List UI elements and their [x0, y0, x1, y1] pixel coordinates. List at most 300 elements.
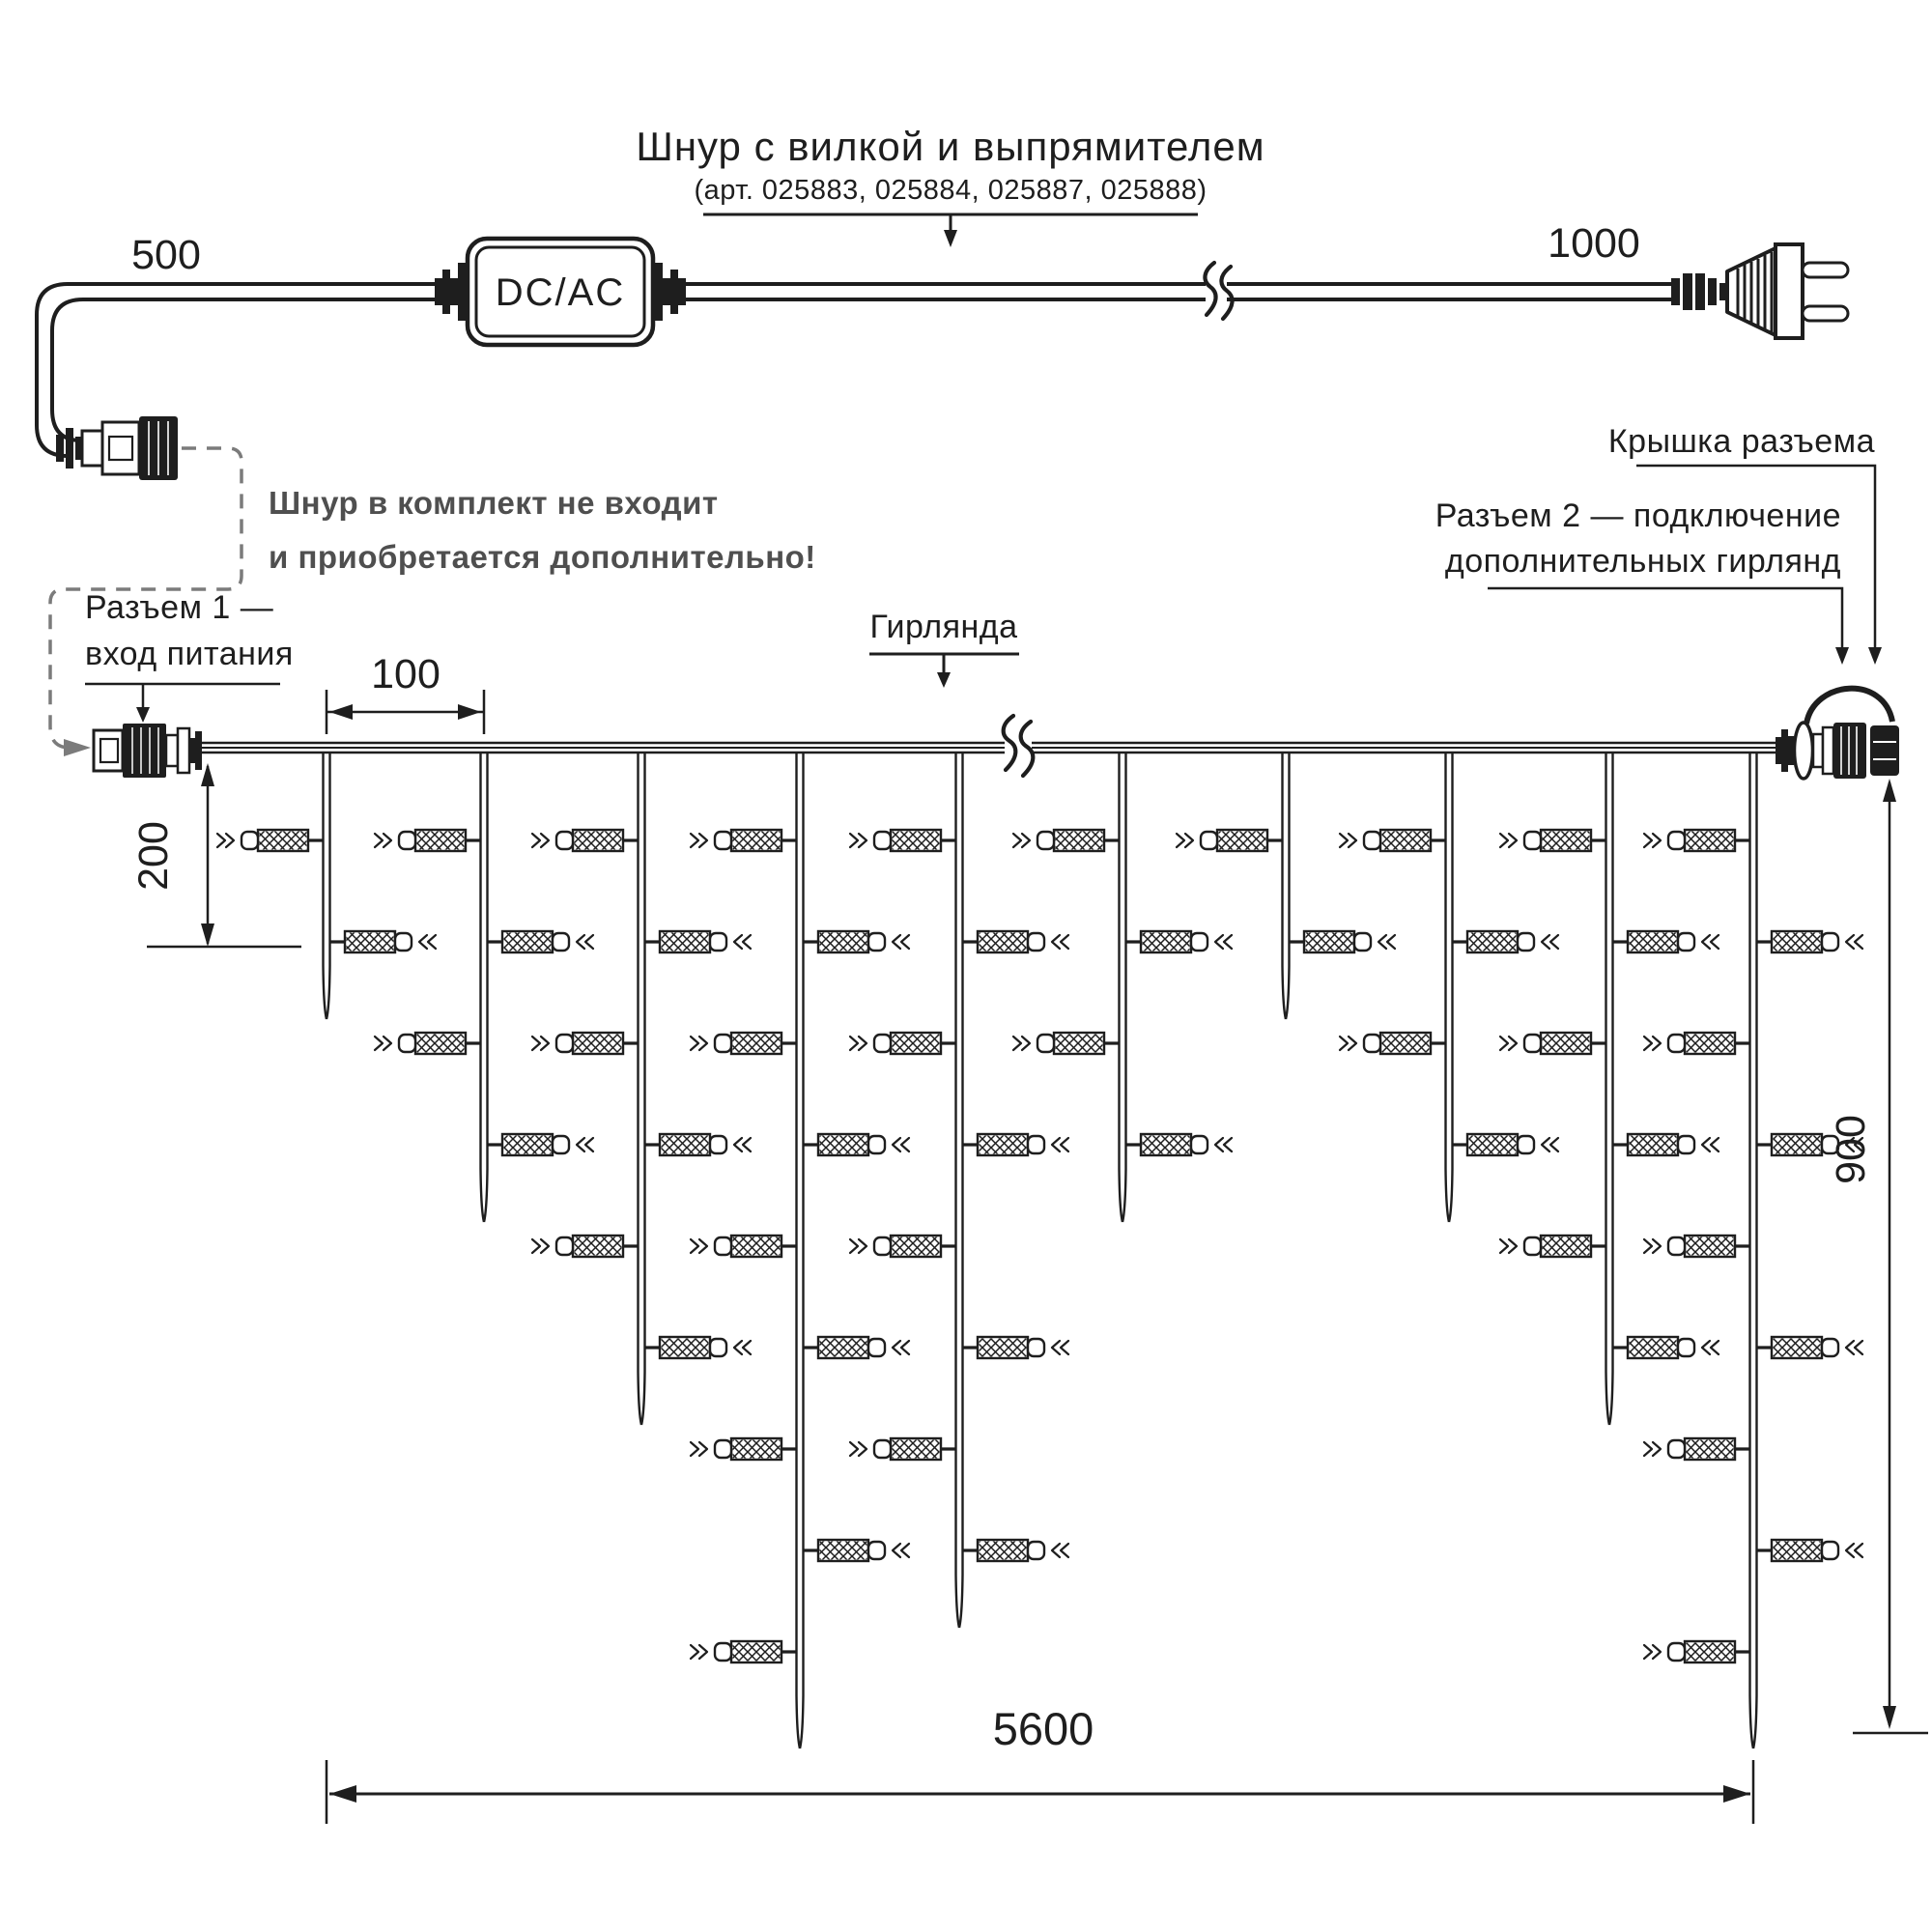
light-chevron-icon: [541, 1037, 549, 1050]
light-chevron-icon: [1702, 935, 1710, 949]
bulb-hatch: [1382, 1035, 1430, 1053]
bulb-cap: [1364, 832, 1380, 849]
bulb-hatch: [1382, 832, 1430, 850]
page-subtitle: (арт. 025883, 025884, 025887, 025888): [694, 175, 1208, 206]
light-chevron-icon: [1013, 834, 1021, 847]
light-chevron-icon: [1500, 1037, 1508, 1050]
bulb-cap: [710, 1339, 726, 1356]
light-chevron-icon: [1653, 834, 1661, 847]
led-bulb: [1756, 1337, 1863, 1358]
bulb-hatch: [417, 1035, 465, 1053]
bulb-hatch: [1774, 933, 1821, 952]
light-chevron-icon: [901, 935, 909, 949]
light-chevron-icon: [1550, 935, 1558, 949]
light-chevron-icon: [850, 1239, 858, 1253]
light-chevron-icon: [850, 1442, 858, 1456]
drop-wire: [327, 753, 330, 1019]
light-chevron-icon: [691, 1645, 698, 1659]
bulb-hatch: [1687, 832, 1734, 850]
drop-wire: [1446, 753, 1450, 1222]
light-chevron-icon: [1387, 935, 1395, 949]
led-bulb: [644, 1134, 752, 1155]
light-chevron-icon: [859, 1239, 867, 1253]
drop-wire: [481, 753, 485, 1222]
bulb-hatch: [575, 1237, 622, 1256]
led-bulb: [1340, 830, 1447, 851]
drop-wire: [1606, 753, 1610, 1425]
bulb-hatch: [1774, 1339, 1821, 1357]
leader-arrow-icon: [1868, 647, 1882, 665]
light-chevron-icon: [699, 1645, 707, 1659]
dim-100-label: 100: [371, 651, 440, 697]
dim-arrow-icon: [201, 763, 214, 786]
bulb-hatch: [1687, 1237, 1734, 1256]
light-chevron-icon: [743, 1138, 751, 1151]
led-bulb: [644, 931, 752, 952]
led-bulb: [375, 1033, 482, 1054]
drop-wire: [639, 753, 642, 1425]
light-chevron-icon: [1052, 1138, 1060, 1151]
bulb-hatch: [1687, 1643, 1734, 1662]
led-bulb: [1644, 1236, 1751, 1257]
dim-900-label: 900: [1828, 1115, 1874, 1184]
light-chevron-icon: [1340, 834, 1348, 847]
bulb-hatch: [893, 832, 940, 850]
bulb-hatch: [733, 1237, 781, 1256]
clamp-ridge: [56, 435, 64, 462]
light-chevron-icon: [859, 834, 867, 847]
bulb-hatch: [820, 1542, 867, 1560]
light-chevron-icon: [1644, 1037, 1652, 1050]
light-chevron-icon: [691, 834, 698, 847]
led-bulb: [962, 931, 1069, 952]
bulb-cap: [874, 1440, 891, 1458]
light-chevron-icon: [893, 1138, 900, 1151]
light-chevron-icon: [1500, 834, 1508, 847]
icicle-drop: [797, 753, 804, 1748]
light-chevron-icon: [1022, 834, 1030, 847]
led-bulb: [962, 1337, 1069, 1358]
light-chevron-icon: [699, 834, 707, 847]
led-bulb: [1013, 830, 1121, 851]
bulb-cap: [868, 933, 885, 951]
plug-prong: [1803, 263, 1848, 277]
plug-prong: [1803, 306, 1848, 321]
bulb-hatch: [820, 1136, 867, 1154]
bulb-cap: [710, 1136, 726, 1153]
bulb-cap: [874, 832, 891, 849]
bulb-cap: [1524, 832, 1541, 849]
light-chevron-icon: [1215, 935, 1223, 949]
bulb-cap: [1028, 1542, 1044, 1559]
light-chevron-icon: [1644, 1645, 1652, 1659]
light-chevron-icon: [699, 1239, 707, 1253]
icicle-drop: [1446, 753, 1453, 1222]
light-chevron-icon: [428, 935, 436, 949]
led-bulb: [803, 931, 910, 952]
drop-wire: [959, 753, 963, 1628]
cable-break-icon: [1205, 263, 1232, 319]
bulb-hatch: [893, 1237, 940, 1256]
bulb-cap: [1028, 1136, 1044, 1153]
leader-line: [1488, 588, 1842, 649]
bulb-cap: [553, 933, 569, 951]
title-arrow-icon: [944, 230, 957, 247]
leader-arrow-icon: [136, 707, 150, 723]
light-chevron-icon: [217, 834, 225, 847]
bulb-hatch: [504, 1136, 552, 1154]
bulb-hatch: [662, 1339, 709, 1357]
light-chevron-icon: [1349, 834, 1356, 847]
bulb-cap: [1524, 1237, 1541, 1255]
led-bulb: [691, 1033, 798, 1054]
light-chevron-icon: [850, 834, 858, 847]
strain-ridge: [670, 270, 678, 314]
bulb-cap: [1354, 933, 1371, 951]
bulb-cap: [1822, 933, 1838, 951]
connector-cap: [1870, 725, 1899, 776]
drop-wire: [1286, 753, 1290, 1019]
light-chevron-icon: [1052, 1544, 1060, 1557]
led-bulb: [850, 1033, 957, 1054]
led-bulb: [532, 830, 639, 851]
light-chevron-icon: [1846, 1544, 1854, 1557]
bulb-hatch: [575, 832, 622, 850]
drop-wire: [1750, 753, 1754, 1748]
dim-500-label: 500: [131, 232, 201, 278]
bulb-hatch: [662, 933, 709, 952]
light-chevron-icon: [1653, 1442, 1661, 1456]
bulb-hatch: [1687, 1440, 1734, 1459]
light-chevron-icon: [850, 1037, 858, 1050]
bulb-hatch: [1543, 832, 1590, 850]
bulb-cap: [399, 832, 415, 849]
bulb-hatch: [980, 1542, 1027, 1560]
clamp-ridge: [1781, 729, 1788, 772]
page-title: Шнур с вилкой и выпрямителем: [636, 124, 1265, 169]
bulb-hatch: [733, 832, 781, 850]
plug-strain: [1695, 273, 1705, 310]
light-chevron-icon: [532, 834, 540, 847]
title-block: [636, 124, 1264, 247]
strain-ridge: [678, 278, 686, 305]
bulb-cap: [1518, 1136, 1534, 1153]
light-chevron-icon: [1702, 1138, 1710, 1151]
led-bulb: [691, 1236, 798, 1257]
light-chevron-icon: [375, 834, 383, 847]
light-chevron-icon: [893, 1544, 900, 1557]
dim-arrow-icon: [458, 704, 481, 720]
dim-5600-label: 5600: [992, 1703, 1094, 1754]
bulb-hatch: [733, 1440, 781, 1459]
light-chevron-icon: [1846, 935, 1854, 949]
light-chevron-icon: [1061, 1138, 1068, 1151]
light-chevron-icon: [1653, 1037, 1661, 1050]
bulb-cap: [395, 933, 412, 951]
bulb-hatch: [733, 1035, 781, 1053]
icicle-drop: [481, 753, 488, 1222]
light-chevron-icon: [1061, 1341, 1068, 1354]
leader-arrow-icon: [937, 672, 951, 688]
light-chevron-icon: [1542, 935, 1549, 949]
bulb-cap: [1037, 1035, 1054, 1052]
led-bulb: [691, 1438, 798, 1460]
led-bulb: [1644, 1438, 1751, 1460]
led-bulb: [1289, 931, 1396, 952]
bulb-cap: [1668, 832, 1685, 849]
power-connector: [56, 416, 178, 480]
light-chevron-icon: [1550, 1138, 1558, 1151]
dashed-arrow-icon: [64, 739, 91, 756]
led-bulb: [1644, 1641, 1751, 1662]
bulb-cap: [556, 1035, 573, 1052]
leader-arrow-icon: [1835, 647, 1849, 665]
dim-arrow-icon: [1723, 1785, 1750, 1803]
connector2-label-line2: дополнительных гирлянд: [1444, 543, 1841, 580]
bulb-hatch: [980, 1339, 1027, 1357]
light-chevron-icon: [585, 1138, 593, 1151]
connector1-label-line2: вход питания: [85, 636, 294, 672]
light-chevron-icon: [1644, 1442, 1652, 1456]
strain-ridge: [435, 278, 442, 305]
bulb-hatch: [820, 933, 867, 952]
led-bulb: [803, 1540, 910, 1561]
garland-drops: [217, 753, 1862, 1748]
light-chevron-icon: [577, 1138, 584, 1151]
bulb-cap: [1028, 1339, 1044, 1356]
light-chevron-icon: [743, 1341, 751, 1354]
light-chevron-icon: [419, 935, 427, 949]
bulb-hatch: [1543, 1237, 1590, 1256]
light-chevron-icon: [1061, 935, 1068, 949]
garland-assembly: [94, 689, 1899, 1748]
light-chevron-icon: [1224, 935, 1232, 949]
light-chevron-icon: [532, 1037, 540, 1050]
bulb-hatch: [1630, 1136, 1677, 1154]
light-chevron-icon: [1855, 1544, 1862, 1557]
light-chevron-icon: [734, 1341, 742, 1354]
light-chevron-icon: [384, 834, 391, 847]
bulb-cap: [874, 1237, 891, 1255]
connector2-label-line1: Разъем 2 — подключение: [1435, 497, 1841, 534]
garland-wire: [202, 743, 1776, 753]
bulb-cap: [399, 1035, 415, 1052]
bulb-cap: [1668, 1035, 1685, 1052]
light-chevron-icon: [893, 935, 900, 949]
bulb-cap: [1822, 1339, 1838, 1356]
light-chevron-icon: [1644, 1239, 1652, 1253]
bulb-cap: [1678, 1136, 1694, 1153]
plug-strain: [1708, 278, 1717, 305]
cap-label: Крышка разъема: [1607, 423, 1875, 460]
led-bulb: [691, 1641, 798, 1662]
clamp-ridge: [1776, 737, 1781, 764]
connector1-label-line1: Разъем 1 —: [85, 589, 274, 626]
drop-wire: [800, 753, 804, 1748]
icicle-drop: [1120, 753, 1126, 1222]
light-chevron-icon: [691, 1442, 698, 1456]
light-chevron-icon: [1846, 1341, 1854, 1354]
dim-5600: [327, 1703, 1753, 1824]
strain-ridge: [450, 278, 458, 305]
led-bulb: [1644, 1033, 1751, 1054]
led-bulb: [487, 931, 594, 952]
light-chevron-icon: [1022, 1037, 1030, 1050]
icicle-drop: [956, 753, 963, 1628]
light-chevron-icon: [585, 935, 593, 949]
drop-wire: [1753, 753, 1757, 1748]
bulb-cap: [1524, 1035, 1541, 1052]
bulb-hatch: [575, 1035, 622, 1053]
plug-strain: [1683, 273, 1692, 310]
light-chevron-icon: [734, 1138, 742, 1151]
led-bulb: [850, 1438, 957, 1460]
bulb-hatch: [662, 1136, 709, 1154]
dim-arrow-icon: [1883, 1706, 1896, 1729]
led-bulb: [1500, 830, 1607, 851]
light-chevron-icon: [532, 1239, 540, 1253]
led-bulb: [1612, 1134, 1719, 1155]
garland-label: Гирлянда: [869, 609, 1018, 645]
bulb-cap: [868, 1542, 885, 1559]
clamp-ridge: [189, 738, 195, 763]
light-chevron-icon: [1542, 1138, 1549, 1151]
plug-face: [1776, 244, 1803, 338]
connector-latch: [100, 739, 118, 762]
led-bulb: [1013, 1033, 1121, 1054]
bulb-hatch: [1143, 933, 1190, 952]
dim-arrow-icon: [1883, 779, 1896, 802]
bulb-cap: [1028, 933, 1044, 951]
bulb-cap: [556, 1237, 573, 1255]
light-chevron-icon: [699, 1037, 707, 1050]
clamp-ridge: [66, 428, 73, 469]
led-bulb: [487, 1134, 594, 1155]
light-chevron-icon: [1052, 1341, 1060, 1354]
light-chevron-icon: [1061, 1544, 1068, 1557]
bulb-hatch: [893, 1440, 940, 1459]
led-bulb: [1500, 1236, 1607, 1257]
light-chevron-icon: [1500, 1239, 1508, 1253]
light-chevron-icon: [1653, 1645, 1661, 1659]
icicle-drop: [324, 753, 330, 1019]
light-chevron-icon: [859, 1037, 867, 1050]
drop-wire: [484, 753, 488, 1222]
dc-ac-converter: [435, 239, 686, 345]
icicle-drop: [639, 753, 645, 1425]
led-bulb: [850, 1236, 957, 1257]
connector-knurl: [123, 724, 166, 778]
light-chevron-icon: [1509, 834, 1517, 847]
converter-label: DC/AC: [495, 271, 626, 314]
callout-connector2: [1435, 497, 1849, 665]
bulb-cap: [1191, 1136, 1208, 1153]
light-chevron-icon: [1013, 1037, 1021, 1050]
light-chevron-icon: [893, 1341, 900, 1354]
note-line1: Шнур в комплект не входит: [269, 485, 719, 521]
drop-wire: [1449, 753, 1453, 1222]
bulb-cap: [1668, 1440, 1685, 1458]
led-bulb: [1452, 1134, 1559, 1155]
led-bulb: [532, 1033, 639, 1054]
bulb-hatch: [1219, 832, 1266, 850]
bulb-hatch: [1774, 1136, 1821, 1154]
light-chevron-icon: [691, 1239, 698, 1253]
light-chevron-icon: [1215, 1138, 1223, 1151]
drop-wire: [1283, 753, 1287, 1019]
bulb-cap: [715, 1440, 731, 1458]
connector-latch: [109, 437, 132, 460]
connector-ring: [82, 431, 102, 466]
connector-ring: [166, 735, 178, 766]
bulb-hatch: [504, 933, 552, 952]
led-bulb: [1125, 1134, 1233, 1155]
light-chevron-icon: [226, 834, 234, 847]
bulb-cap: [1668, 1237, 1685, 1255]
bulb-hatch: [1056, 832, 1103, 850]
bulb-hatch: [1630, 933, 1677, 952]
callout-garland: [869, 609, 1019, 688]
light-chevron-icon: [1644, 834, 1652, 847]
plug-strain: [1719, 283, 1725, 300]
light-chevron-icon: [1224, 1138, 1232, 1151]
bulb-cap: [1191, 933, 1208, 951]
light-chevron-icon: [1378, 935, 1386, 949]
cap-tether-icon: [1806, 689, 1892, 724]
power-cord-assembly: [37, 220, 1848, 480]
bulb-cap: [715, 1035, 731, 1052]
bulb-cap: [242, 832, 258, 849]
clamp-ridge: [195, 731, 202, 770]
light-chevron-icon: [1509, 1239, 1517, 1253]
light-chevron-icon: [541, 1239, 549, 1253]
dim-arrow-icon: [329, 704, 353, 720]
dim-arrow-icon: [201, 923, 214, 947]
led-bulb: [1756, 931, 1863, 952]
dim-200-label: 200: [130, 821, 177, 891]
strain-ridge: [663, 278, 670, 305]
light-chevron-icon: [1052, 935, 1060, 949]
light-chevron-icon: [1509, 1037, 1517, 1050]
drop-wire: [1609, 753, 1613, 1425]
light-chevron-icon: [1711, 1138, 1719, 1151]
connector-ring: [1823, 727, 1833, 774]
led-bulb: [1756, 1540, 1863, 1561]
led-bulb: [375, 830, 482, 851]
bulb-cap: [556, 832, 573, 849]
drop-wire: [641, 753, 645, 1425]
garland-end-connector: [1776, 689, 1899, 779]
strain-ridge: [442, 270, 450, 314]
note-text: [269, 485, 816, 575]
led-bulb: [850, 830, 957, 851]
dim-900: [1828, 779, 1928, 1733]
bulb-cap: [1668, 1643, 1685, 1661]
drop-wire: [956, 753, 960, 1628]
led-bulb: [217, 830, 325, 851]
bulb-hatch: [1687, 1035, 1734, 1053]
light-chevron-icon: [734, 935, 742, 949]
led-bulb: [1125, 931, 1233, 952]
connector-knurl: [1833, 723, 1866, 779]
dim-arrow-icon: [329, 1785, 356, 1803]
plug-strain: [1671, 278, 1680, 305]
icicle-drop: [1606, 753, 1613, 1425]
drop-wire: [1120, 753, 1123, 1222]
connector-ring: [178, 728, 189, 773]
strain-ridge: [653, 263, 663, 321]
led-bulb: [1177, 830, 1284, 851]
